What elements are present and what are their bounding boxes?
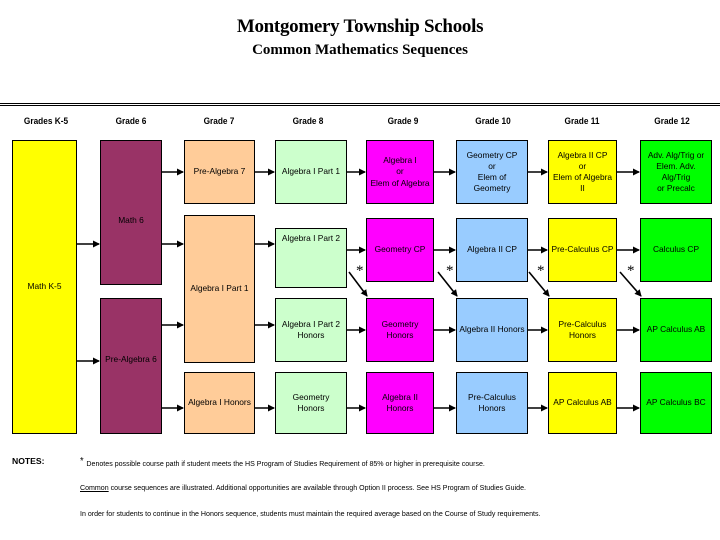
course-pre-algebra-6: Pre-Algebra 6 bbox=[100, 298, 162, 434]
course-pre-calculus-cp-g11: Pre-Calculus CP bbox=[548, 218, 617, 282]
notes-label: NOTES: bbox=[12, 456, 45, 466]
note-star: * Denotes possible course path if student meets the HS Program of Studies Requirement of 85% or higher in prerequisite course. bbox=[80, 456, 485, 468]
course-adv-alg-trig-g12: Adv. Alg/Trig or Elem. Adv. Alg/Trig or Precalc bbox=[640, 140, 712, 204]
course-calculus-cp-g12: Calculus CP bbox=[640, 218, 712, 282]
star-marker-g10-g11: * bbox=[537, 263, 545, 279]
star-marker-g11-g12: * bbox=[627, 263, 635, 279]
course-algebra1-part1-g8: Algebra I Part 1 bbox=[275, 140, 347, 204]
note-honors: In order for students to continue in the Honors sequence, students must maintain the required average based on the Course of Study requirements. bbox=[80, 509, 541, 518]
course-math-6: Math 6 bbox=[100, 140, 162, 285]
course-pre-algebra-7: Pre-Algebra 7 bbox=[184, 140, 255, 204]
grade-header-8: Grade 8 bbox=[292, 116, 324, 126]
page-title: Montgomery Township Schools bbox=[236, 16, 484, 37]
course-ap-calculus-ab-g11: AP Calculus AB bbox=[548, 372, 617, 434]
grade-header-7: Grade 7 bbox=[203, 116, 235, 126]
course-algebra1-or-elem-g9: Algebra I or Elem of Algebra bbox=[366, 140, 434, 204]
course-geometry-honors-g8: Geometry Honors bbox=[275, 372, 347, 434]
grade-header-12: Grade 12 bbox=[654, 116, 690, 126]
grade-header-10: Grade 10 bbox=[475, 116, 511, 126]
course-pre-calculus-honors-g11: Pre-Calculus Honors bbox=[548, 298, 617, 362]
course-ap-calculus-ab-g12: AP Calculus AB bbox=[640, 298, 712, 362]
course-geometry-cp-g9: Geometry CP bbox=[366, 218, 434, 282]
course-pre-calculus-honors-g10: Pre-Calculus Honors bbox=[456, 372, 528, 434]
course-geometry-cp-or-elem-g10: Geometry CP or Elem of Geometry bbox=[456, 140, 528, 204]
course-algebra1-part2: Algebra I Part 2 bbox=[275, 228, 347, 288]
course-algebra2-honors-g10: Algebra II Honors bbox=[456, 298, 528, 362]
course-algebra2-cp-g10: Algebra II CP bbox=[456, 218, 528, 282]
course-algebra2-cp-or-elem-g11: Algebra II CP or Elem of Algebra II bbox=[548, 140, 617, 204]
star-marker-g8-g9: * bbox=[356, 263, 364, 279]
course-algebra1-part1-g7: Algebra I Part 1 bbox=[184, 215, 255, 363]
course-algebra1-honors-g7: Algebra I Honors bbox=[184, 372, 255, 434]
grade-header-k5: Grades K-5 bbox=[23, 116, 69, 126]
grade-header-11: Grade 11 bbox=[564, 116, 600, 126]
course-math-k5: Math K-5 bbox=[12, 140, 77, 434]
grade-header-9: Grade 9 bbox=[387, 116, 419, 126]
page-subtitle: Common Mathematics Sequences bbox=[252, 42, 468, 58]
course-algebra1-part2-honors: Algebra I Part 2 Honors bbox=[275, 298, 347, 362]
star-marker-g9-g10: * bbox=[446, 263, 454, 279]
course-ap-calculus-bc-g12: AP Calculus BC bbox=[640, 372, 712, 434]
note-common: Common course sequences are illustrated. Additional opportunities are available through Option II process. See HS Program of Studies Guide. bbox=[80, 483, 526, 492]
course-geometry-honors-g9: Geometry Honors bbox=[366, 298, 434, 362]
grade-header-6: Grade 6 bbox=[115, 116, 147, 126]
course-algebra2-honors-g9: Algebra II Honors bbox=[366, 372, 434, 434]
